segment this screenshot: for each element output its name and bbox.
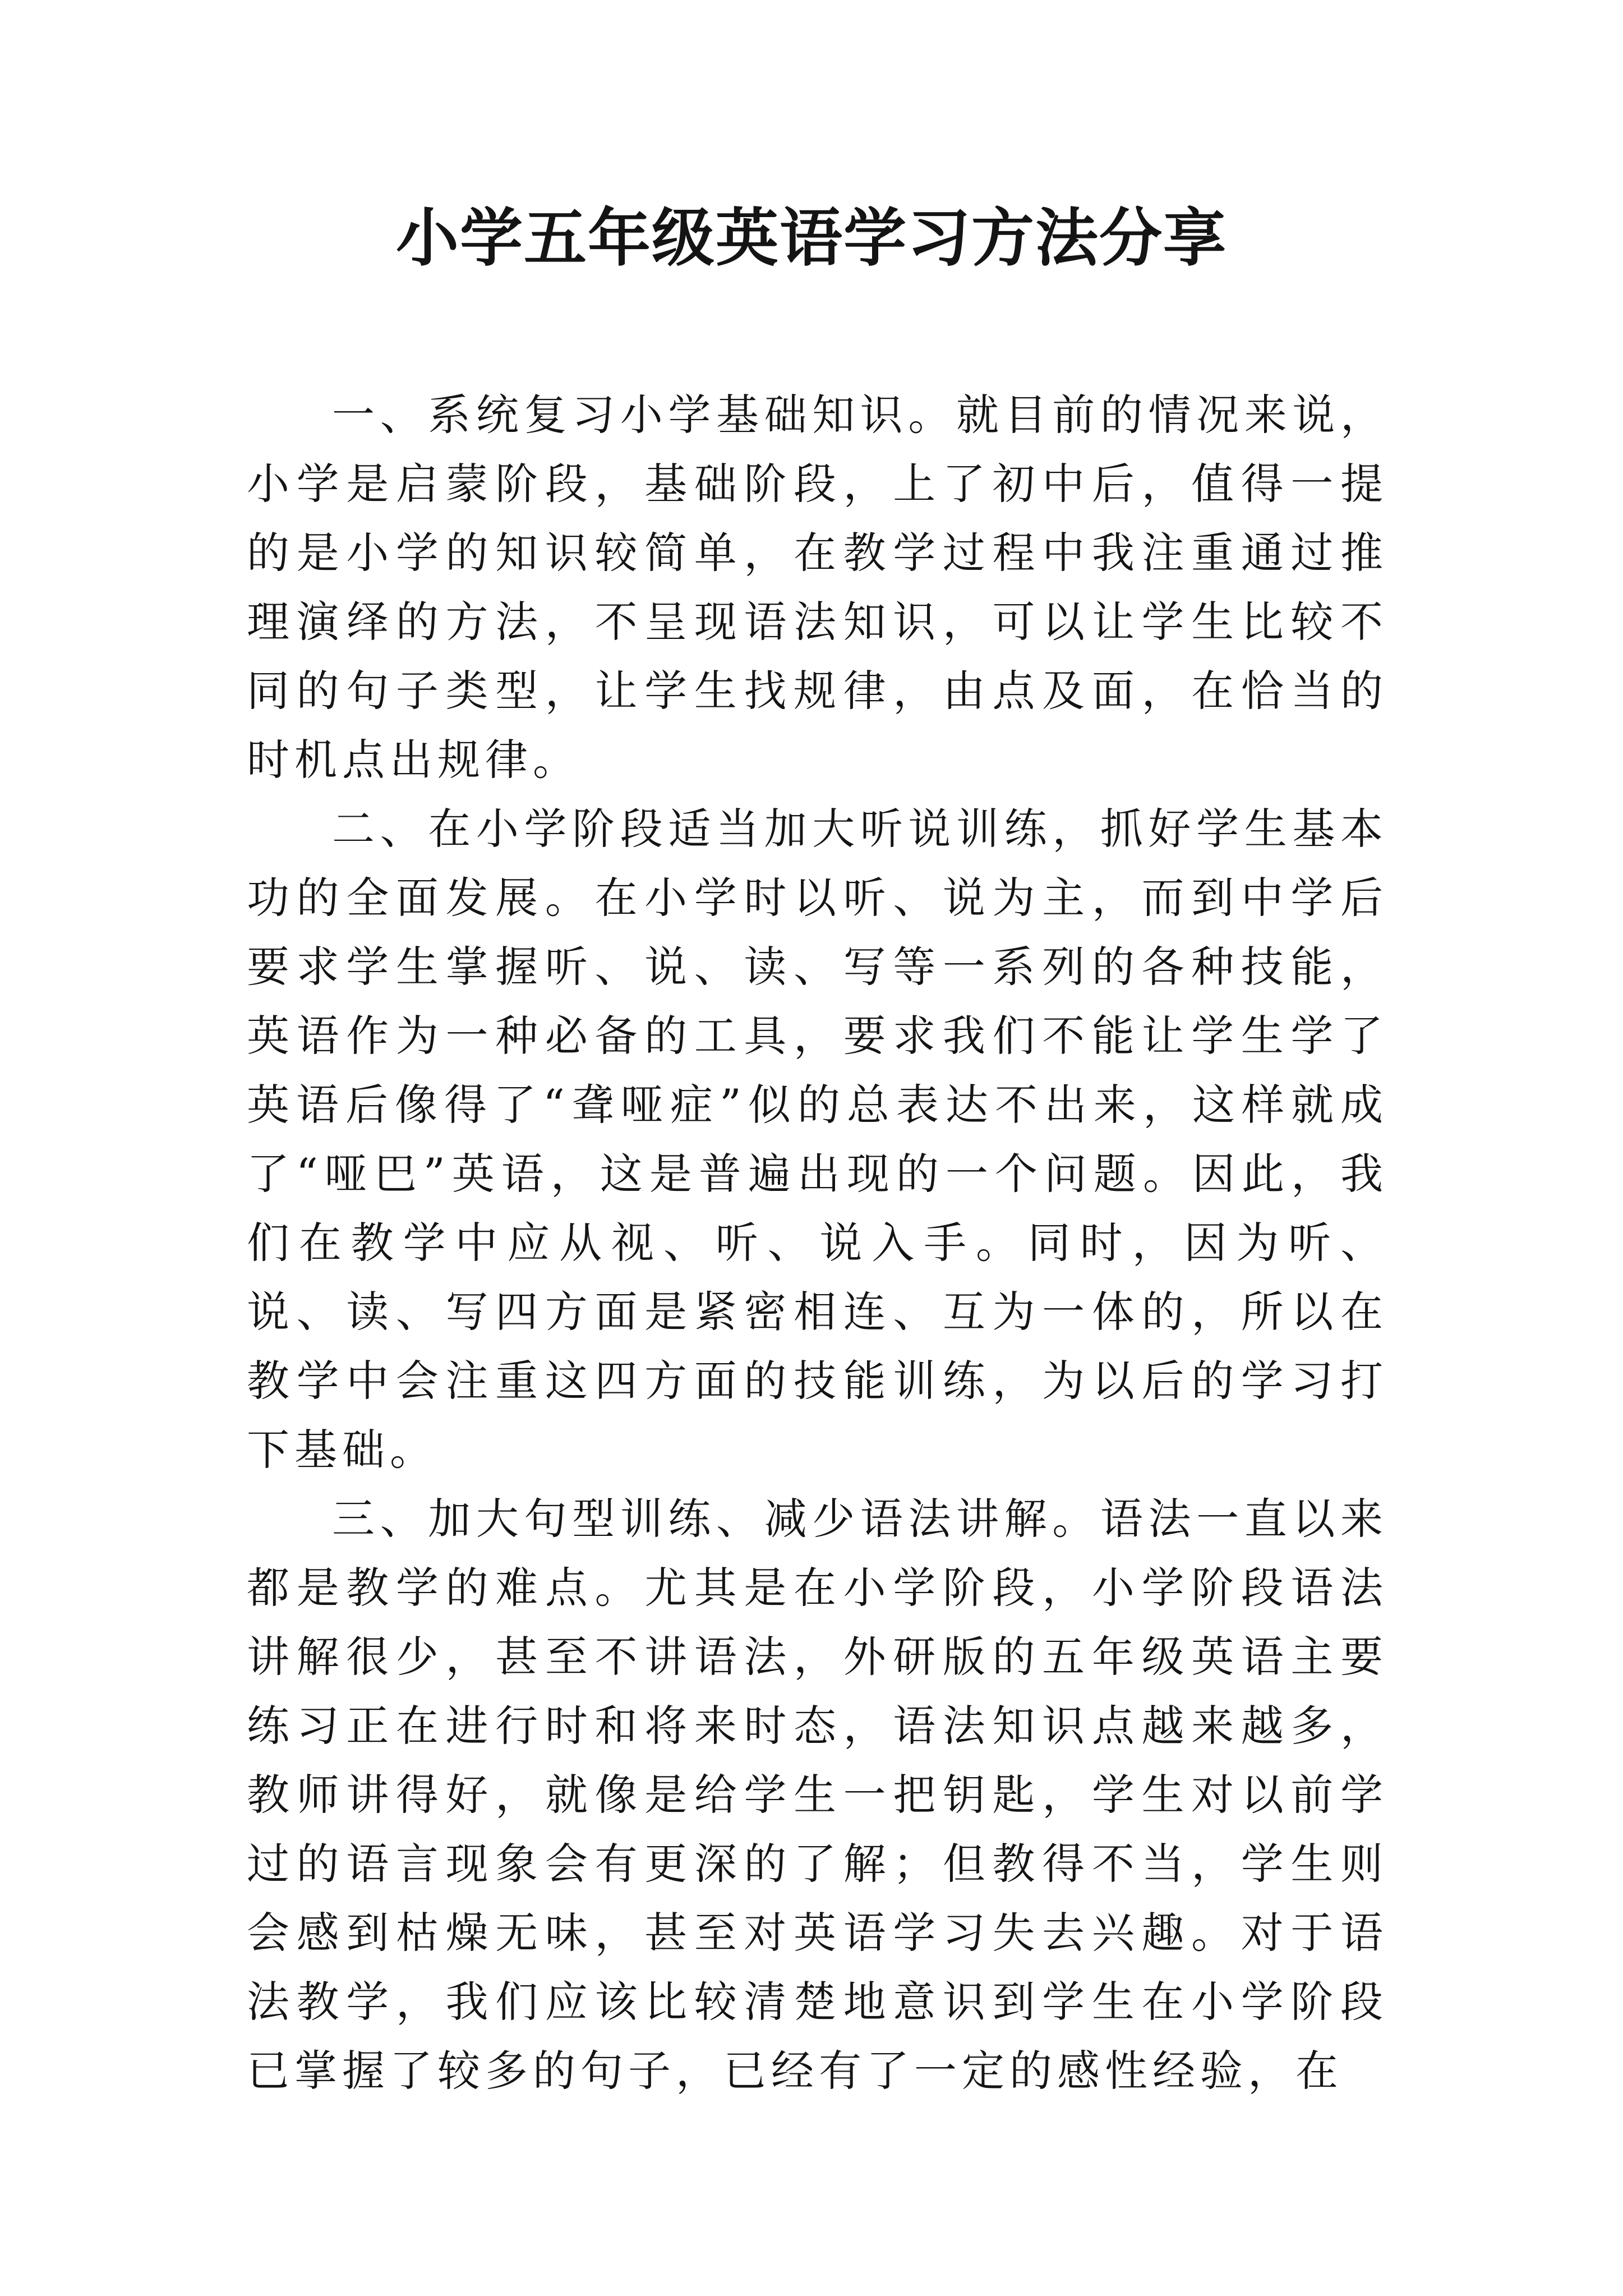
paragraph-2: 二、在小学阶段适当加大听说训练，抓好学生基本功的全面发展。在小学时以听、说为主，而到中学后要求学生掌握听、说、读、写等一系列的各种技能，英语作为一种必备的工具，要求我们不能让学生学了英语后像得了“聋哑症”似的总表达不出来，这样就成了“哑巴”英语，这是普遍出现的一个问题。因此，我们在教学中应从视、听、说入手。同时，因为听、说、读、写四方面是紧密相连、互为一体的，所以在教学中会注重这四方面的技能训练，为以后的学习打下基础。: [247, 804, 1388, 1475]
document-body: [247, 380, 1388, 2105]
paragraph-3: 三、加大句型训练、减少语法讲解。语法一直以来都是教学的难点。尤其是在小学阶段，小学阶段语法讲解很少，甚至不讲语法，外研版的五年级英语主要练习正在进行时和将来时态，语法知识点越来越多，教师讲得好，就像是给学生一把钥匙，学生对以前学过的语言现象会有更深的了解；但教得不当，学生则会感到枯燥无味，甚至对英语学习失去兴趣。对于语法教学，我们应该比较清楚地意识到学生在小学阶段已掌握了较多的句子，已经有了一定的感性经验，在: [247, 1494, 1388, 2096]
paragraph-1: 一、系统复习小学基础知识。就目前的情况来说，小学是启蒙阶段，基础阶段，上了初中后，值得一提的是小学的知识较简单，在教学过程中我注重通过推理演绎的方法，不呈现语法知识，可以让学生比较不同的句子类型，让学生找规律，由点及面，在恰当的时机点出规律。: [247, 390, 1388, 785]
document-title: 小学五年级英语学习方法分享: [396, 201, 1227, 275]
